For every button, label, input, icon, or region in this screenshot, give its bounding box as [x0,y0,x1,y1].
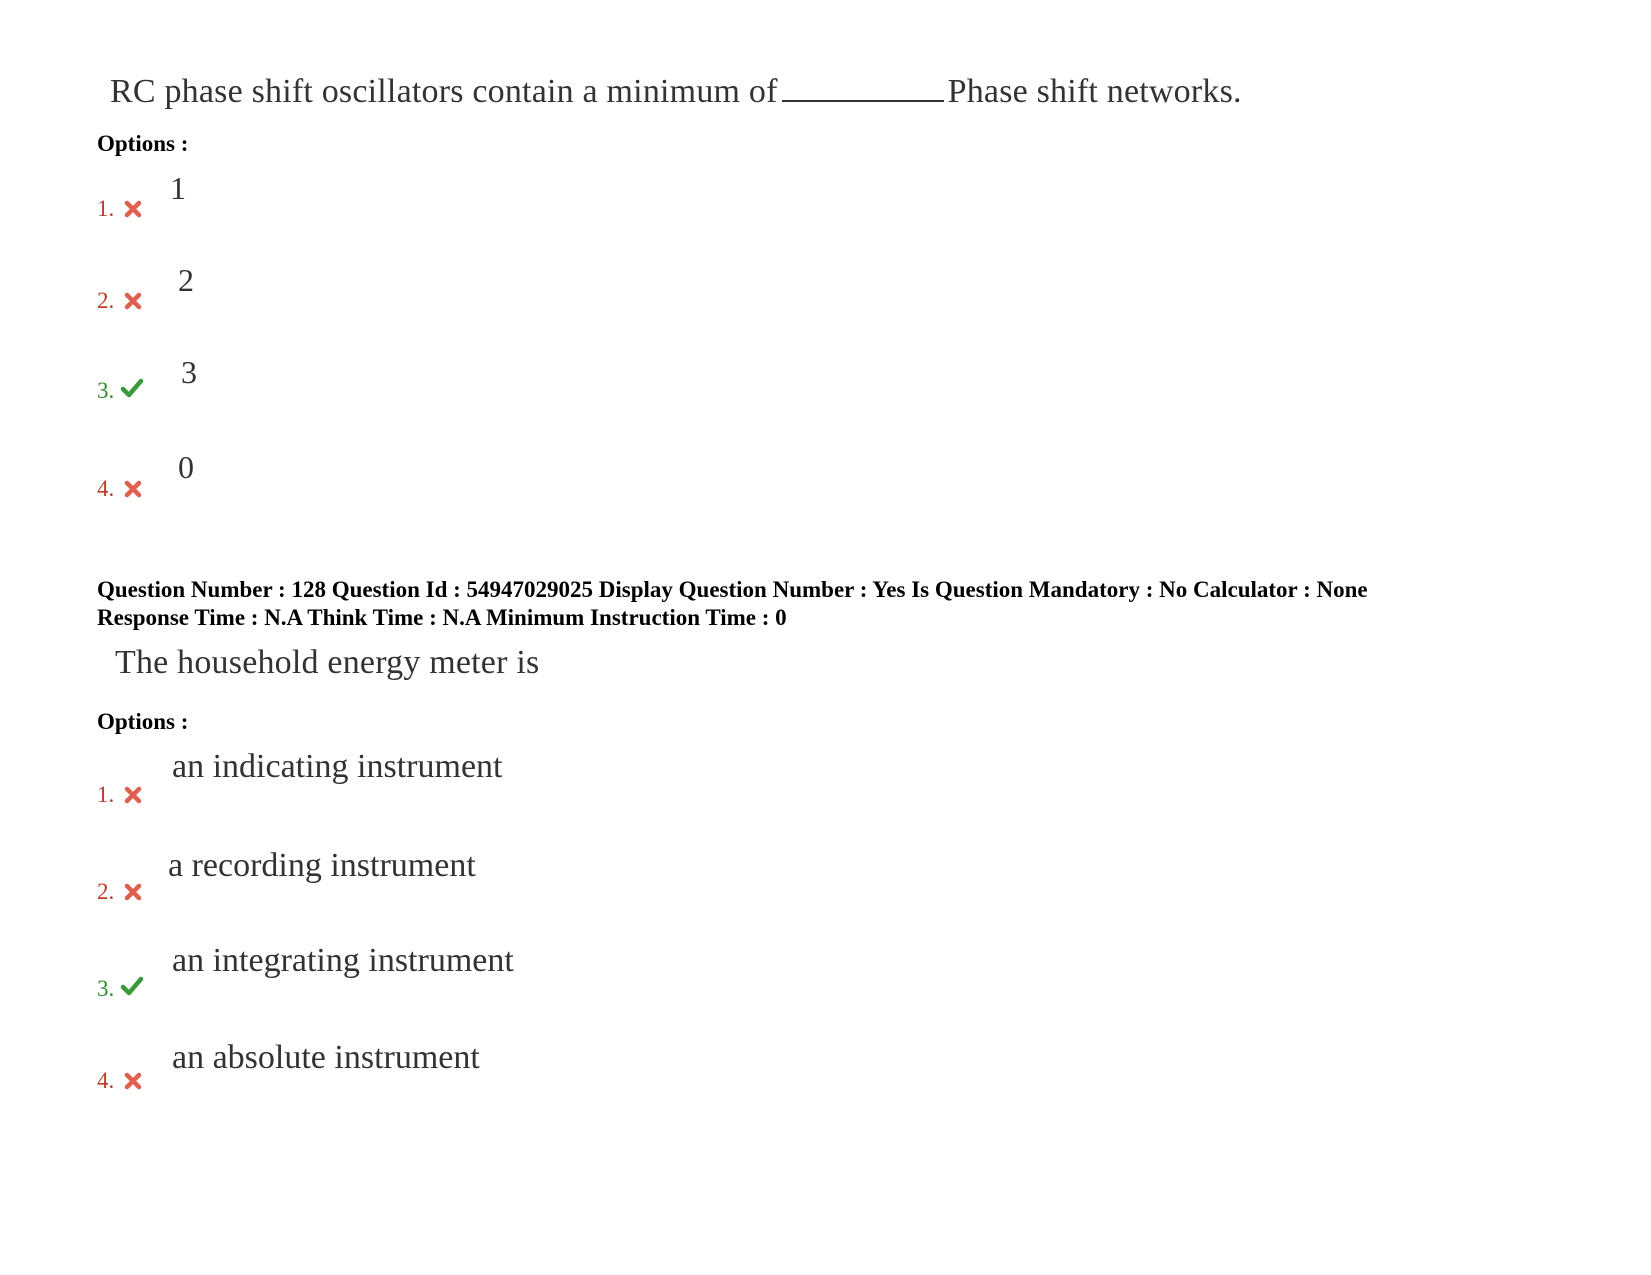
option-value: 1 [170,170,186,206]
answer-blank [782,70,944,102]
cross-icon [123,199,143,219]
option-value: 2 [178,262,194,298]
cross-icon [123,479,143,499]
option-number: 2. [97,879,115,904]
option-value: an absolute instrument [172,1039,480,1076]
question-meta-line-2: Response Time : N.A Think Time : N.A Minimum Instruction Time : 0 [97,605,787,630]
option-number: 1. [97,196,115,221]
check-icon [120,975,144,997]
cross-icon [123,291,143,311]
options-label: Options : [97,709,189,734]
option-number: 4. [97,476,115,501]
option-value: an integrating instrument [172,942,514,979]
cross-icon [123,1071,143,1091]
option-value: 3 [181,354,197,390]
question-128-meta [97,576,1368,632]
check-icon [120,377,144,399]
option-value: an indicating instrument [172,748,503,785]
option-number: 2. [97,288,115,313]
options-label: Options : [97,131,189,156]
option-number: 1. [97,782,115,807]
question-128-text: The household energy meter is [115,644,540,681]
option-number: 3. [97,378,115,403]
question-meta-line-1: Question Number : 128 Question Id : 54947029025 Display Question Number : Yes Is Question Mandatory : No Calculator : None [97,577,1368,602]
question-127-text [110,70,1242,111]
option-value: a recording instrument [168,847,476,884]
option-number: 3. [97,976,115,1001]
cross-icon [123,785,143,805]
option-value: 0 [178,449,194,485]
cross-icon [123,882,143,902]
option-number: 4. [97,1068,115,1093]
question-127-text-after: Phase shift networks. [947,73,1242,110]
question-127-text-before: RC phase shift oscillators contain a minimum of [110,73,778,110]
